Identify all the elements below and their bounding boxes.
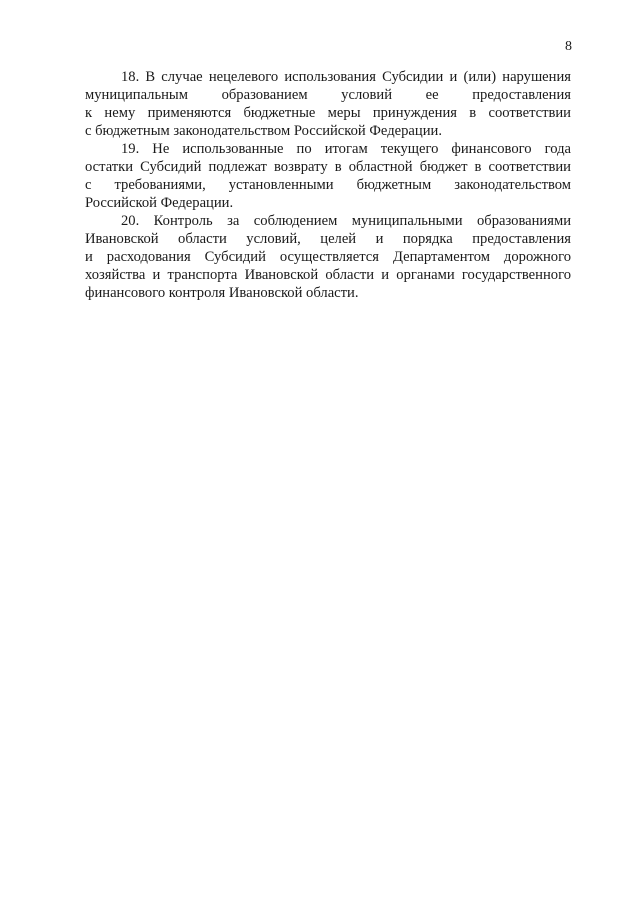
paragraph-line: остатки Субсидий подлежат возврату в областной бюджет в соответствии [85,159,571,175]
paragraph-18 [85,68,571,140]
document-body [85,68,571,302]
paragraph-line: с требованиями, установленными бюджетным законодательством [85,177,571,193]
paragraph-20 [85,212,571,302]
paragraph-line: муниципальным образованием условий ее предоставления [85,87,571,103]
paragraph-line: финансового контроля Ивановской области. [85,285,359,301]
paragraph-19 [85,140,571,212]
paragraph-line: и расходования Субсидий осуществляется Департаментом дорожного [85,249,571,265]
paragraph-line: к нему применяются бюджетные меры принуждения в соответствии [85,105,571,121]
paragraph-line: 19. Не использованные по итогам текущего финансового года [121,141,571,157]
paragraph-line: 20. Контроль за соблюдением муниципальными образованиями [121,213,571,229]
paragraph-line: Ивановской области условий, целей и порядка предоставления [85,231,571,247]
paragraph-line: Российской Федерации. [85,195,234,211]
paragraph-line: 18. В случае нецелевого использования Субсидии и (или) нарушения [121,69,571,85]
page-number: 8 [565,39,572,54]
paragraph-line: хозяйства и транспорта Ивановской области и органами государственного [85,267,571,283]
paragraph-line: с бюджетным законодательством Российской Федерации. [85,123,442,139]
